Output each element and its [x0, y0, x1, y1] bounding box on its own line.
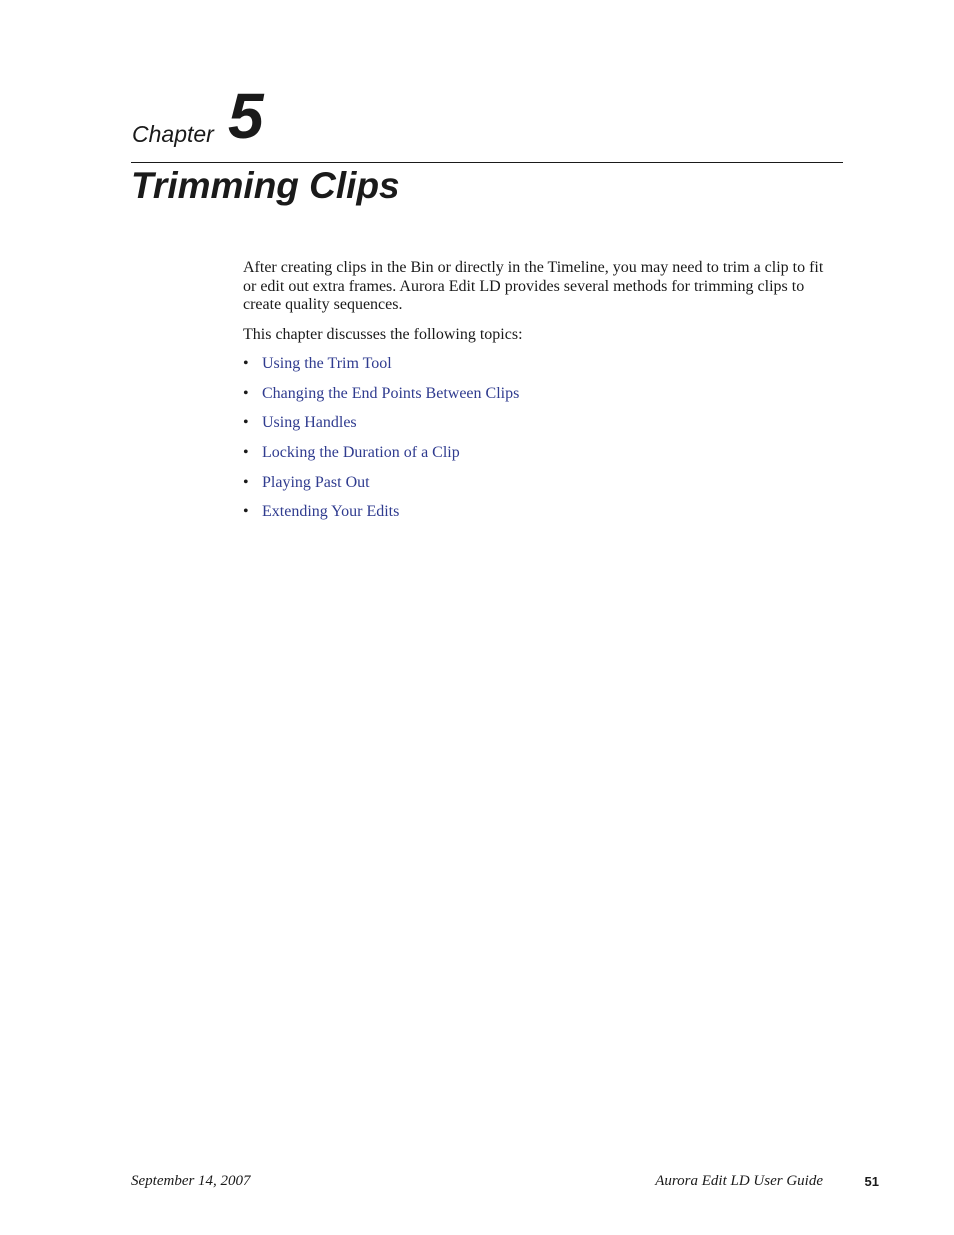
list-item [243, 503, 833, 533]
footer-date: September 14, 2007 [131, 1173, 251, 1189]
list-item [243, 355, 833, 385]
chapter-number: 5 [228, 80, 264, 152]
list-item [243, 414, 833, 444]
bullet: • [243, 444, 249, 462]
list-item [243, 444, 833, 474]
bullet: • [243, 473, 249, 491]
chapter-label: Chapter [132, 121, 214, 147]
page-footer [131, 1173, 879, 1193]
chapter-header [131, 80, 843, 163]
topic-link-end-points[interactable]: Changing the End Points Between Clips [262, 384, 520, 402]
topics-list [243, 355, 833, 533]
bullet: • [243, 503, 249, 521]
page-number: 51 [864, 1174, 879, 1189]
topic-link-locking-duration[interactable]: Locking the Duration of a Clip [262, 444, 460, 462]
topics-lead: This chapter discusses the following topics: [243, 325, 523, 343]
bullet: • [243, 355, 249, 372]
bullet: • [243, 414, 249, 432]
chapter-body [243, 259, 833, 533]
bullet: • [243, 384, 249, 402]
topic-link-playing-past-out[interactable]: Playing Past Out [262, 473, 370, 491]
list-item [243, 474, 833, 504]
topic-link-trim-tool[interactable]: Using the Trim Tool [262, 355, 392, 372]
topic-link-handles[interactable]: Using Handles [262, 414, 357, 432]
list-item [243, 385, 833, 415]
topic-link-extending-edits[interactable]: Extending Your Edits [262, 503, 400, 521]
intro-paragraph: After creating clips in the Bin or directly in the Timeline, you may need to trim a clip to fit or edit out extra frames. Aurora Edit LD provides several methods for trimming clips to create quality sequences. [243, 259, 824, 313]
chapter-title: Trimming Clips [131, 165, 400, 206]
footer-guide-title: Aurora Edit LD User Guide [655, 1173, 823, 1189]
